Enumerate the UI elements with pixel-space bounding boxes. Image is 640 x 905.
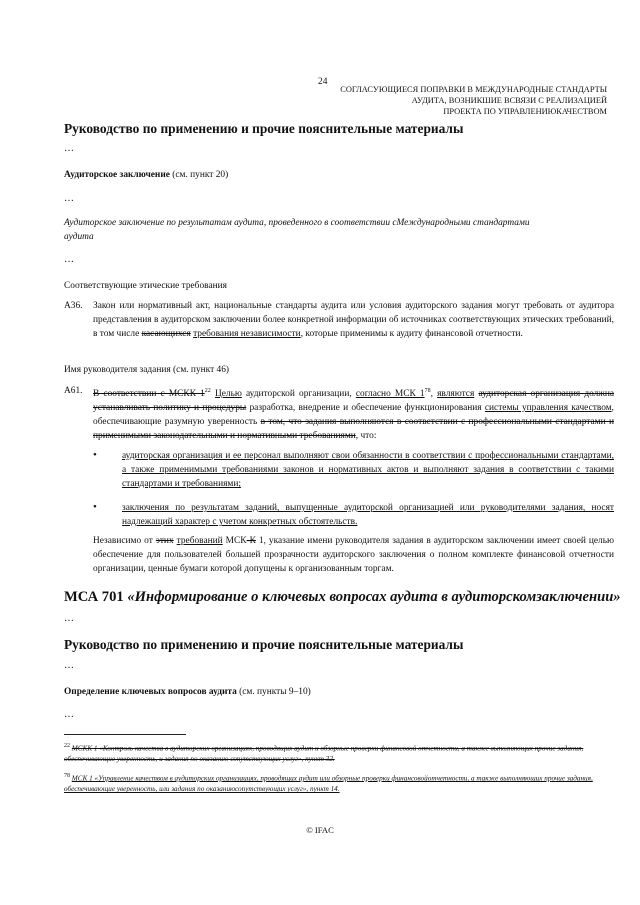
paragraph-a36 [93, 299, 614, 341]
footnote [64, 741, 614, 765]
text: , что: [355, 431, 377, 442]
struck-text: в том, что задания выполняются в соответствии с профессиональными стандартами и применимыми законодательными и нормативными требованиями [93, 417, 614, 442]
bullet-icon: • [93, 501, 97, 513]
header-line: АУДИТА, ВОЗНИКШИЕ ВСВЯЗИ С РЕАЛИЗАЦИЕЙ [411, 96, 607, 105]
underlined-text: заключения по результатам заданий, выпущенные аудиторской организацией или руководителями задания, носят надлежащий характер с учетом конкретных обстоятельств. [122, 503, 614, 527]
footnote-ref: 78 [424, 388, 431, 394]
text: МСК [222, 536, 247, 546]
subheading-ref: (см. пункт 20) [169, 170, 229, 180]
page-number: 24 [318, 77, 328, 87]
ellipsis: … [64, 193, 75, 204]
struck-text: МСКК 1 «Контроль качества в аудиторских организациях, проводящих аудит и обзорные проверки финансовой отчетности, а также выполняющих прочие задания, обеспечивающие уверенность, и задания по оказанию сопутствующих услуг», пункт 32. [64, 744, 584, 764]
subheading-ref: (см. пункты 9–10) [236, 687, 311, 697]
underlined-text: согласно МСК 1 [355, 389, 425, 400]
footnote-separator [64, 734, 186, 735]
struck-text: этих [155, 536, 174, 546]
struck-text: -К [246, 536, 256, 546]
paragraph-number: A36. [64, 301, 83, 311]
struck-text: касающихся [141, 329, 191, 339]
copyright-footer: © IFAC [306, 825, 334, 835]
footnote [64, 771, 614, 795]
subheading-audit-report [64, 168, 614, 182]
running-header [307, 84, 607, 117]
ellipsis: … [64, 613, 75, 624]
underlined-text: аудиторская организация и ее персонал выполняют свои обязанности в соответствии с профессиональными стандартами, а также применимыми требованиями законов и нормативных актов и выполняют задания в соответствии с такими стандартами и требованиями; [122, 451, 614, 489]
bullet-item [122, 501, 614, 529]
subheading-text: Аудиторское заключение [64, 170, 170, 180]
ellipsis: … [64, 143, 75, 154]
italic-line: Аудиторское заключение по результатам аудита, проведенного в соответствии сМеждународными стандартами [64, 218, 530, 228]
subheading-ethics: Соответствующие этические требования [64, 281, 227, 291]
subheading-partner [64, 363, 614, 377]
underlined-text: Целью [214, 389, 242, 400]
standard-title [64, 589, 621, 606]
text: , [430, 389, 438, 400]
footnote-number: 22 [64, 743, 70, 749]
underlined-text: системы управления качеством [484, 403, 612, 414]
text: , обеспечивающие разумную уверенность [93, 403, 614, 428]
underlined-text: требования независимости [193, 329, 301, 339]
text: разработка, внедрение и обеспечение функционирования [246, 403, 485, 414]
underlined-text: МСК 1 «Управление качеством в аудиторских организациях, проводящих аудит или обзорные проверки финансовойотчетности, а также выполняющих прочие задания, обеспечивающие уверенность, или задания по оказаниюсопутствующих услуг», пункт 14. [64, 774, 593, 794]
text: 1, указание имени руководителя задания в аудиторском заключении имеет своей целью обеспечение для пользователей большей прозрачности аудиторского заключения о полном комплекте финансовой отчетности организации, ценные бумаги которой допущены к организованным торгам. [93, 536, 615, 574]
text: Независимо от [93, 536, 156, 546]
underlined-text: требований [176, 536, 223, 546]
italic-heading [64, 216, 614, 244]
standard-name: «Информирование о ключевых вопросах аудита в аудиторскомзаключении» [123, 589, 621, 605]
header-line: ПРОЕКТА ПО УПРАВЛЕНИЮКАЧЕСТВОМ [443, 107, 607, 116]
standard-code: МСА 701 [64, 589, 124, 605]
subheading-kam [64, 685, 614, 699]
footnote-number: 78 [64, 773, 70, 779]
struck-text: В соответствии с МСКК 1 [93, 389, 205, 400]
struck-text: аудиторская организация должна устанавливать политику и процедуры [93, 389, 615, 414]
text: Закон или нормативный акт, национальные стандарты аудита или условия аудиторского задания могут требовать от аудитора представления в аудиторском заключении более конкретной информации об источниках соответствующих этических требований, в том числе [93, 301, 614, 339]
section-title: Руководство по применению и прочие пояснительные материалы [64, 121, 464, 136]
text: , которые применимы к аудиту финансовой отчетности. [300, 329, 523, 339]
underlined-text: являются [437, 389, 475, 400]
ellipsis: … [64, 660, 75, 671]
header-line: СОГЛАСУЮЩИЕСЯ ПОПРАВКИ В МЕЖДУНАРОДНЫЕ СТАНДАРТЫ [340, 85, 607, 94]
ellipsis: … [64, 254, 75, 265]
paragraph-a61 [93, 384, 614, 443]
subheading-ref: (см. пункт 46) [170, 365, 230, 375]
footnote-ref: 22 [204, 388, 211, 394]
ellipsis: … [64, 709, 75, 720]
paragraph-closing [93, 534, 614, 576]
italic-line: аудита [64, 232, 94, 242]
section-title: Руководство по применению и прочие пояснительные материалы [64, 637, 464, 652]
subheading-text: Определение ключевых вопросов аудита [64, 687, 237, 697]
subheading-text: Имя руководителя задания [64, 365, 171, 375]
paragraph-number: A61. [64, 386, 83, 396]
bullet-icon: • [93, 449, 97, 461]
text: аудиторской организации, [241, 389, 356, 400]
bullet-item [122, 449, 614, 491]
